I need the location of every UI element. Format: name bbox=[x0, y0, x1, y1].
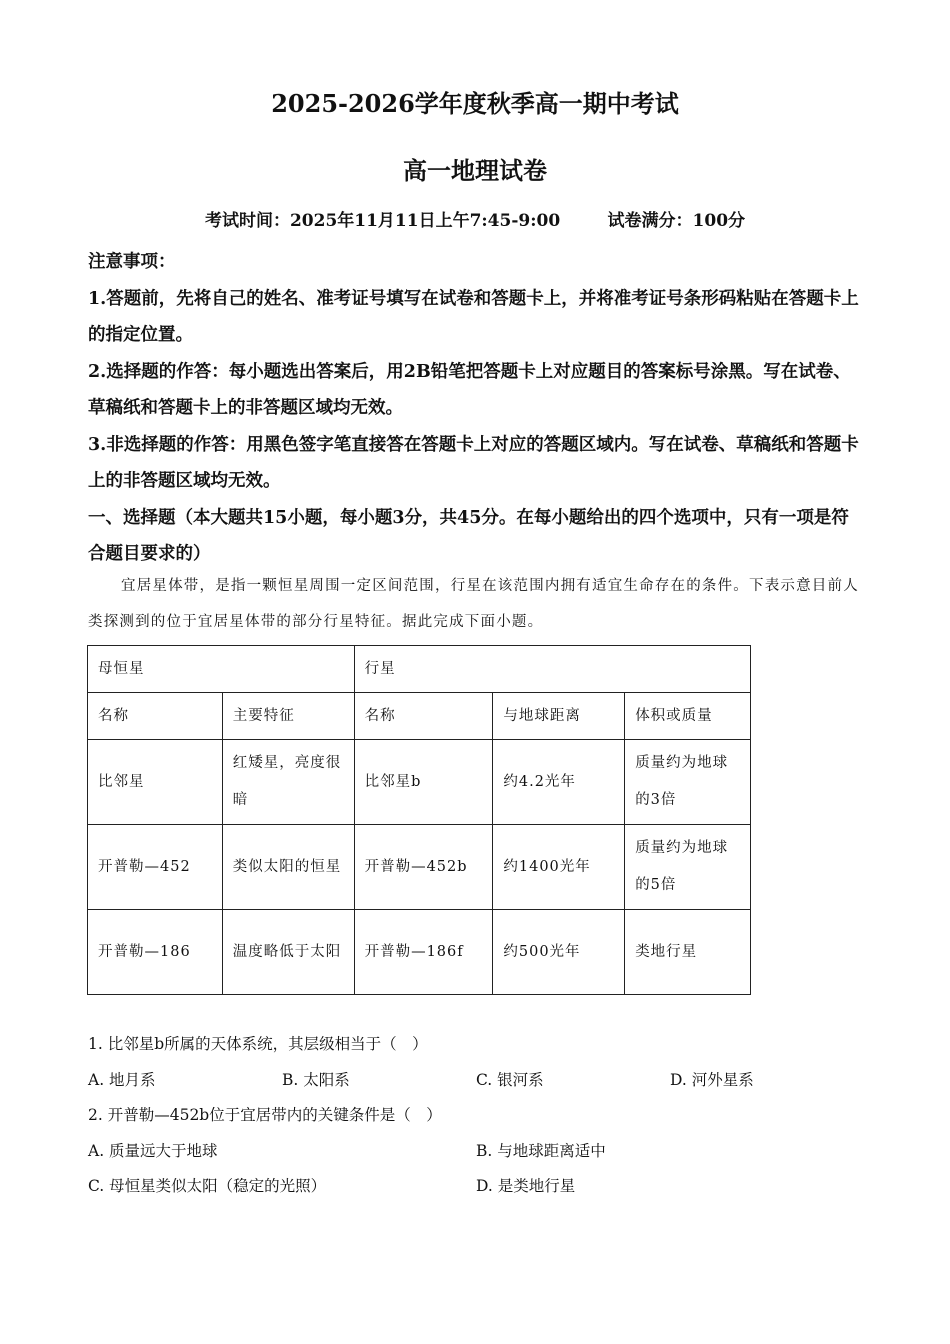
table-group-header: 行星 bbox=[354, 646, 750, 693]
material-text: 宜居星体带，是指一颗恒星周围一定区间范围，行星在该范围内拥有适宜生命存在的条件。下表示意目前人类探测到的位于宜居星体带的部分行星特征。据此完成下面小题。 bbox=[88, 578, 859, 630]
option-b: B. 太阳系 bbox=[282, 1070, 350, 1089]
question-2-stem: 2. 开普勒—452b位于宜居带内的关键条件是（ ） bbox=[88, 1106, 442, 1124]
table-cell: 约500光年 bbox=[493, 910, 625, 995]
table-column-header: 名称 bbox=[354, 693, 493, 740]
reading-material bbox=[88, 568, 860, 640]
section-title: 一、选择题（本大题共15小题，每小题3分，共45分。在每小题给出的四个选项中，只有一项是符合题目要求的） bbox=[88, 507, 849, 564]
table-cell: 开普勒—452b bbox=[354, 825, 493, 910]
exam-title: 2025-2026学年度秋季高一期中考试 bbox=[271, 89, 679, 118]
table-cell: 开普勒—186 bbox=[88, 910, 223, 995]
table-column-header: 名称 bbox=[88, 693, 223, 740]
table-row bbox=[88, 910, 751, 995]
table-cell: 温度略低于太阳 bbox=[222, 910, 354, 995]
table-column-header: 与地球距离 bbox=[493, 693, 625, 740]
exam-meta bbox=[0, 209, 950, 233]
question-2-options bbox=[88, 1134, 868, 1205]
notice-section bbox=[88, 244, 863, 573]
paper-title: 高一地理试卷 bbox=[403, 156, 547, 185]
notice-item-1: 1.答题前，先将自己的姓名、准考证号填写在试卷和答题卡上，并将准考证号条形码粘贴在答题卡上的指定位置。 bbox=[88, 288, 859, 345]
table-cell: 类地行星 bbox=[625, 910, 751, 995]
exam-time: 考试时间：2025年11月11日上午7:45-9:00 bbox=[204, 211, 561, 231]
table-cell: 质量约为地球的3倍 bbox=[625, 740, 751, 825]
option-c: C. 母恒星类似太阳（稳定的光照） bbox=[88, 1177, 327, 1195]
option-a: A. 质量远大于地球 bbox=[88, 1141, 218, 1160]
planet-table bbox=[87, 645, 751, 995]
notice-item-2: 2.选择题的作答：每小题选出答案后，用2B铅笔把答题卡上对应题目的答案标号涂黑。写在试卷、草稿纸和答题卡上的非答题区域均无效。 bbox=[88, 361, 851, 418]
table-group-header-row bbox=[88, 646, 751, 693]
table-cell: 约1400光年 bbox=[493, 825, 625, 910]
full-score: 试卷满分：100分 bbox=[607, 211, 746, 231]
option-a: A. 地月系 bbox=[88, 1070, 156, 1089]
option-d: D. 是类地行星 bbox=[476, 1177, 576, 1195]
table-cell: 比邻星b bbox=[354, 740, 493, 825]
table-cell: 类似太阳的恒星 bbox=[222, 825, 354, 910]
question-1-options bbox=[88, 1063, 868, 1099]
table-cell: 开普勒—452 bbox=[88, 825, 223, 910]
notice-item-3: 3.非选择题的作答：用黑色签字笔直接答在答题卡上对应的答题区域内。写在试卷、草稿纸和答题卡上的非答题区域均无效。 bbox=[88, 434, 859, 491]
table-column-header: 主要特征 bbox=[222, 693, 354, 740]
option-c: C. 银河系 bbox=[476, 1070, 544, 1089]
questions-section bbox=[88, 1027, 868, 1205]
table-row bbox=[88, 740, 751, 825]
notice-heading: 注意事项： bbox=[88, 252, 176, 272]
option-d: D. 河外星系 bbox=[670, 1070, 754, 1089]
question-1-stem: 1. 比邻星b所属的天体系统，其层级相当于（ ） bbox=[88, 1035, 428, 1053]
table-cell: 红矮星，亮度很暗 bbox=[222, 740, 354, 825]
table-cell: 质量约为地球的5倍 bbox=[625, 825, 751, 910]
table-group-header: 母恒星 bbox=[88, 646, 355, 693]
table-cell: 开普勒—186f bbox=[354, 910, 493, 995]
table-row bbox=[88, 825, 751, 910]
table-header-row bbox=[88, 693, 751, 740]
option-b: B. 与地球距离适中 bbox=[476, 1141, 606, 1160]
table-cell: 比邻星 bbox=[88, 740, 223, 825]
table-cell: 约4.2光年 bbox=[493, 740, 625, 825]
table-column-header: 体积或质量 bbox=[625, 693, 751, 740]
